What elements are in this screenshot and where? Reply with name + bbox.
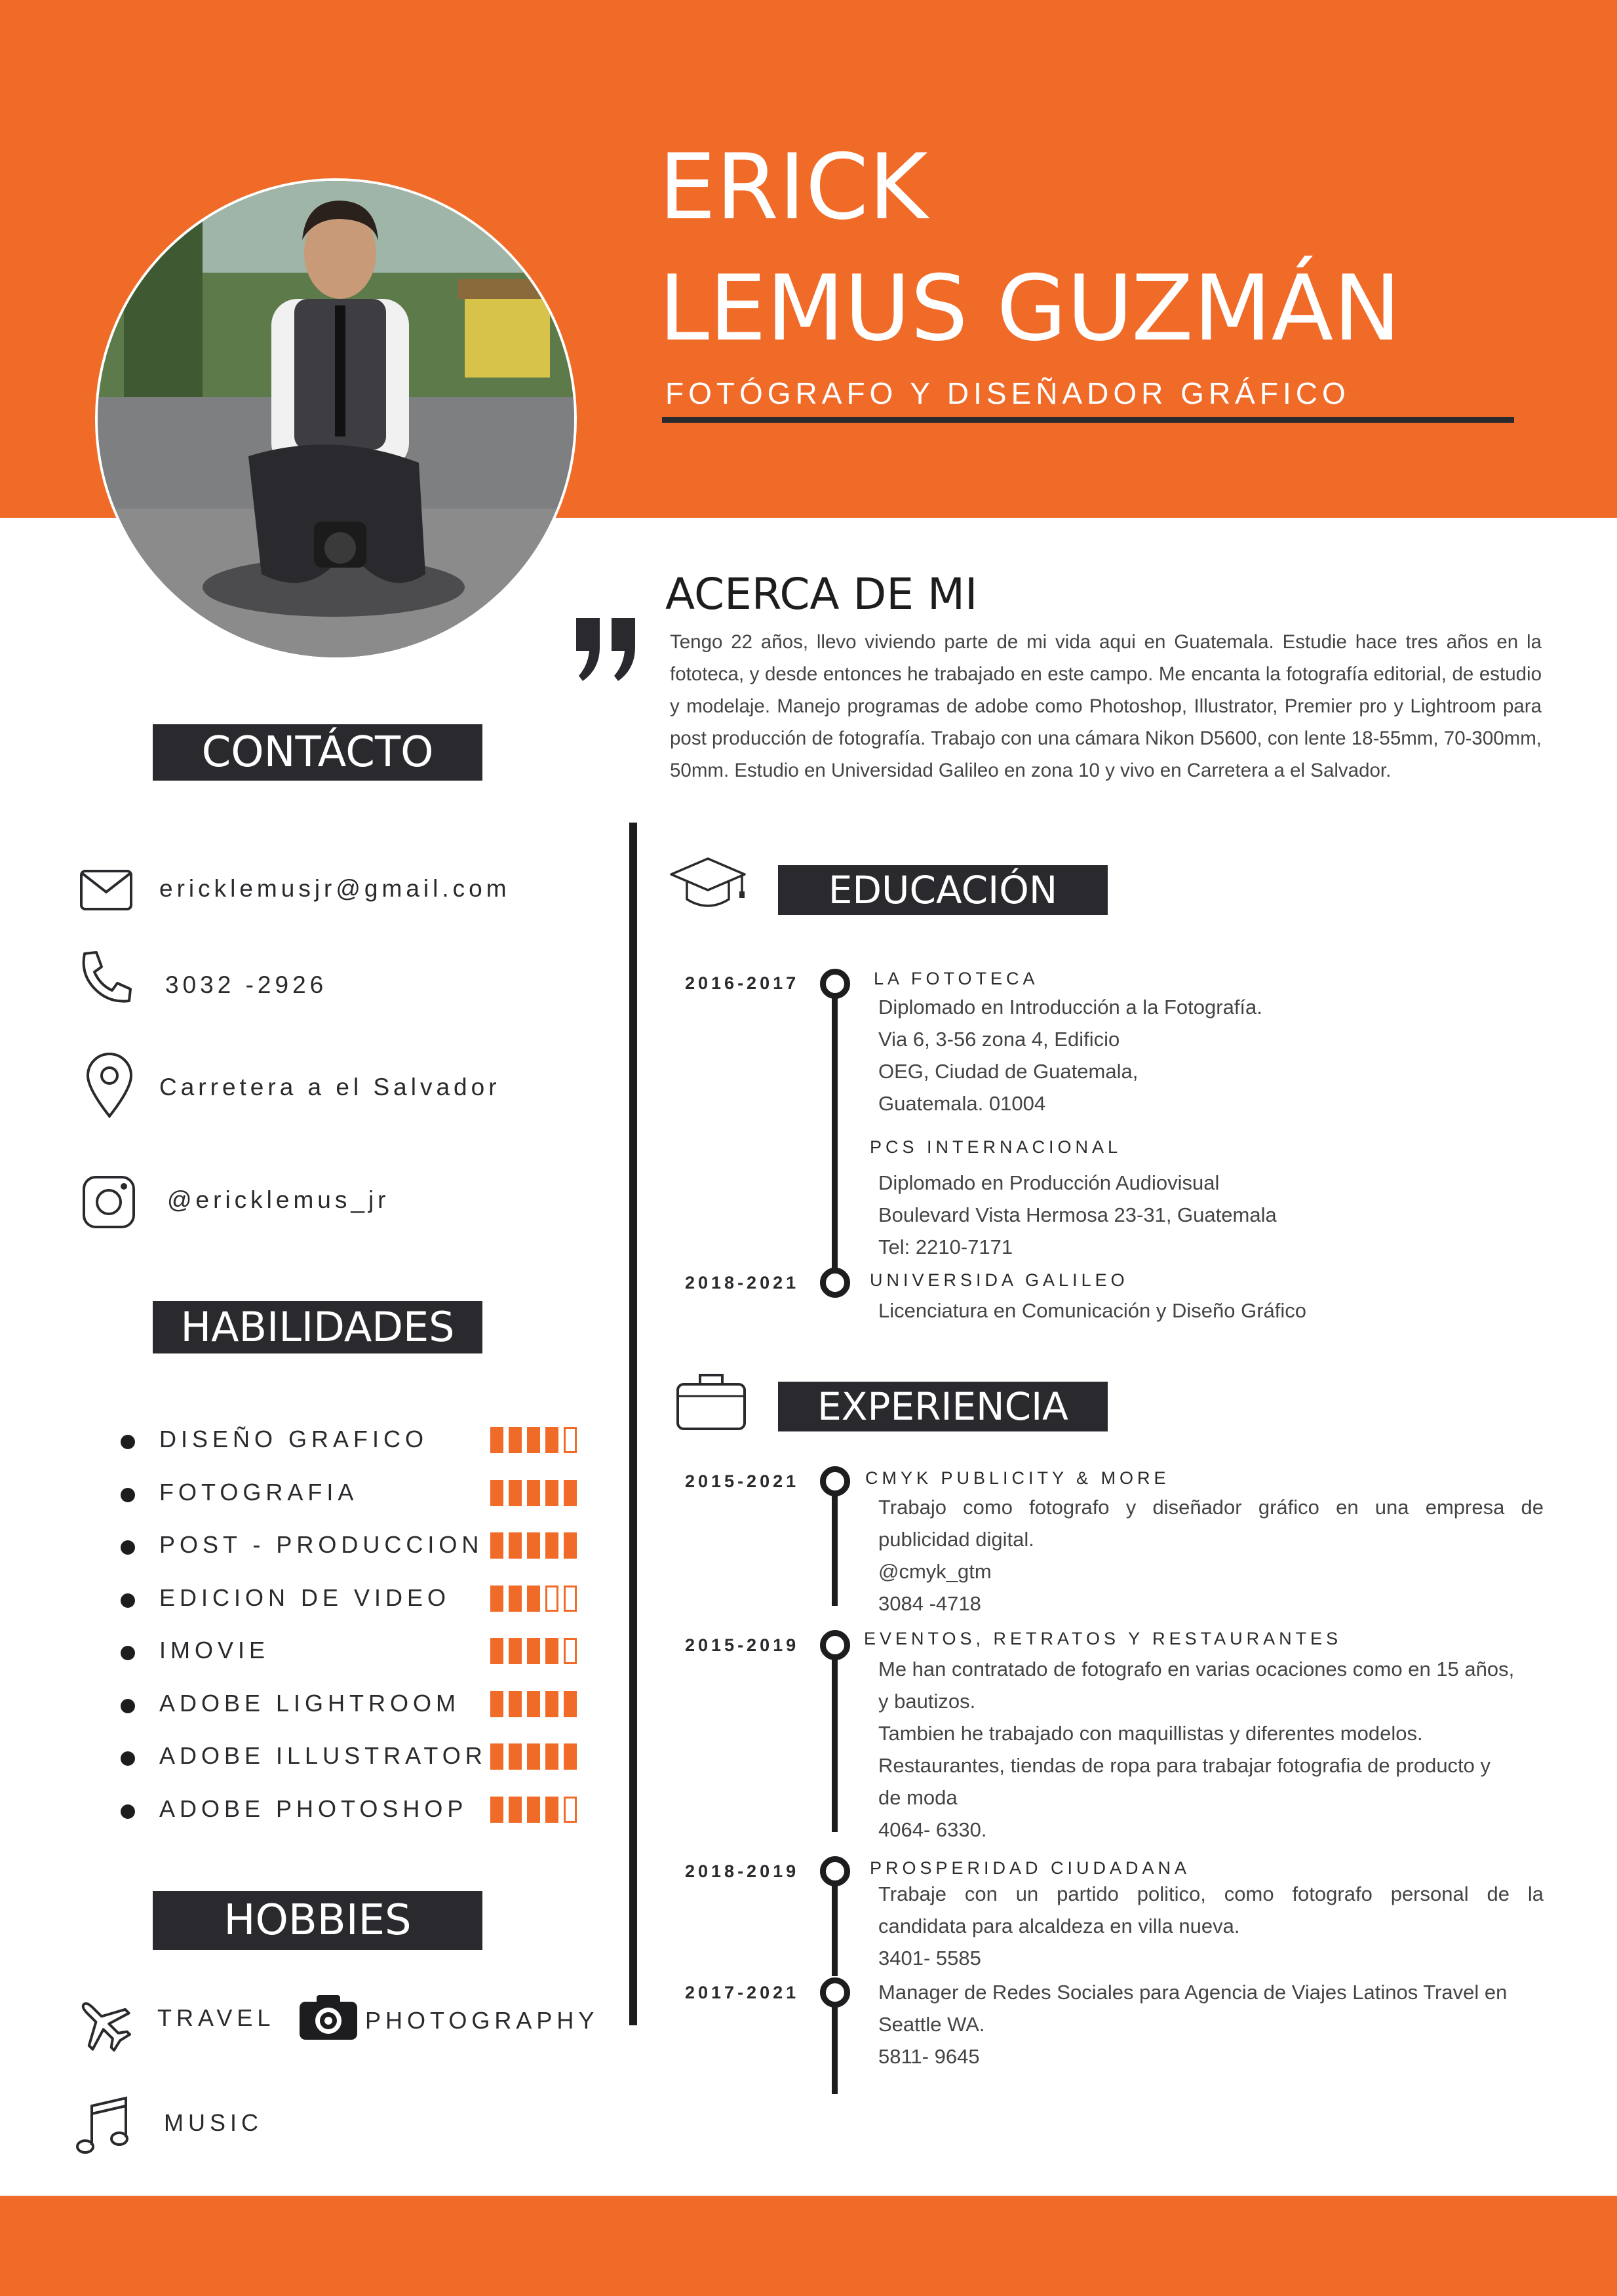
skill-segment-filled	[545, 1691, 558, 1717]
hobby-travel: TRAVEL	[157, 2004, 275, 2031]
skill-segment-filled	[527, 1691, 540, 1717]
skill-segment-filled	[545, 1743, 558, 1770]
about-text: Tengo 22 años, llevo viviendo parte de mi vida aqui en Guatemala. Estudie hace tres años en la fototeca, y desde entonces he trabajado en este campo. Me encanta la fotografía editorial, de estudio y modelaje. Manejo programas de adobe como Photoshop, Illustrator, Premier pro y Lightroom para post producción de fotografía. Trabajo con una cámara Nikon D5600, con lente 18-55mm, 70-300mm, 50mm. Estudio en Universidad Galileo en zona 10 y vivo en Carretera a el Salvador.	[670, 631, 1542, 781]
skill-segment-filled	[490, 1532, 503, 1559]
exp-company: EVENTOS, RETRATOS Y RESTAURANTES	[864, 1629, 1342, 1648]
skill-label: IMOVIE	[159, 1637, 270, 1664]
skill-segment-filled	[527, 1638, 540, 1664]
skill-segment-filled	[509, 1691, 522, 1717]
skill-segment-empty	[564, 1638, 577, 1664]
edu-institution: UNIVERSIDA GALILEO	[870, 1270, 1129, 1290]
skill-segment-filled	[527, 1532, 540, 1559]
quote-icon	[574, 613, 639, 685]
contact-email[interactable]: ericklemusjr@gmail.com	[159, 875, 511, 902]
exp-years: 2015-2019	[685, 1635, 800, 1655]
skill-segment-filled	[564, 1743, 577, 1770]
skill-segment-empty	[564, 1427, 577, 1453]
contact-address: Carretera a el Salvador	[159, 1074, 501, 1100]
skill-segment-empty	[564, 1586, 577, 1612]
hobbies-heading: HOBBIES	[153, 1891, 482, 1950]
experience-timeline-line	[832, 1645, 838, 1832]
skill-rating	[490, 1480, 577, 1506]
edu-years: 2018-2021	[685, 1273, 800, 1293]
skill-segment-filled	[509, 1638, 522, 1664]
profile-photo	[95, 178, 577, 660]
experience-timeline-line	[832, 1481, 838, 1606]
skill-segment-filled	[509, 1427, 522, 1453]
skill-segment-filled	[564, 1480, 577, 1506]
skill-rating	[490, 1691, 577, 1717]
skill-segment-filled	[545, 1638, 558, 1664]
skill-segment-filled	[527, 1427, 540, 1453]
education-heading: EDUCACIÓN	[778, 865, 1108, 915]
skill-label: POST - PRODUCCION	[159, 1531, 484, 1558]
skill-segment-empty	[545, 1586, 558, 1612]
edu-institution: LA FOTOTECA	[874, 969, 1039, 988]
experience-heading: EXPERIENCIA	[778, 1382, 1108, 1431]
skill-segment-filled	[490, 1743, 503, 1770]
skill-segment-filled	[527, 1797, 540, 1823]
envelope-icon	[77, 862, 136, 921]
skill-segment-filled	[527, 1480, 540, 1506]
experience-timeline-line	[832, 1993, 838, 2094]
skill-bullet	[121, 1699, 135, 1713]
exp-details: Manager de Redes Sociales para Agencia de Viajes Latinos Travel en Seattle WA. 5811- 9645	[878, 1981, 1508, 2068]
edu-years: 2016-2017	[685, 973, 800, 993]
skill-segment-empty	[564, 1797, 577, 1823]
skill-segment-filled	[490, 1427, 503, 1453]
name-last: LEMUS GUZMÁN	[659, 256, 1401, 361]
experience-timeline-line	[832, 1871, 838, 1976]
skill-segment-filled	[509, 1586, 522, 1612]
hobby-photography: PHOTOGRAPHY	[365, 2007, 599, 2034]
edu-details: Licenciatura en Comunicación y Diseño Gráfico	[878, 1299, 1307, 1322]
skill-bullet	[121, 1751, 135, 1766]
skill-rating	[490, 1427, 577, 1453]
airplane-icon	[72, 1993, 134, 2055]
timeline-node	[820, 1856, 850, 1886]
briefcase-icon	[675, 1370, 747, 1432]
timeline-node	[820, 1977, 850, 2008]
exp-company: PROSPERIDAD CIUDADANA	[870, 1858, 1191, 1878]
timeline-node	[820, 1268, 850, 1298]
skill-segment-filled	[490, 1480, 503, 1506]
skill-segment-filled	[490, 1797, 503, 1823]
skill-bullet	[121, 1804, 135, 1819]
skill-segment-filled	[490, 1586, 503, 1612]
skill-segment-filled	[545, 1427, 558, 1453]
location-pin-icon	[80, 1051, 139, 1110]
timeline-node	[820, 1466, 850, 1496]
skill-rating	[490, 1532, 577, 1559]
skill-label: DISEÑO GRAFICO	[159, 1426, 429, 1452]
skill-segment-filled	[564, 1532, 577, 1559]
skills-heading: HABILIDADES	[153, 1301, 482, 1353]
phone-icon	[75, 947, 134, 1006]
skill-rating	[490, 1797, 577, 1823]
skill-segment-filled	[490, 1691, 503, 1717]
skill-segment-filled	[509, 1797, 522, 1823]
skill-segment-filled	[545, 1480, 558, 1506]
graduation-cap-icon	[669, 852, 747, 918]
name-first: ERICK	[659, 134, 928, 240]
music-note-icon	[73, 2094, 132, 2160]
skill-segment-filled	[509, 1480, 522, 1506]
skill-segment-filled	[490, 1638, 503, 1664]
contact-heading: CONTÁCTO	[153, 724, 482, 781]
contact-phone[interactable]: 3032 -2926	[165, 971, 328, 998]
edu-details: Diplomado en Introducción a la Fotografía. Via 6, 3-56 zona 4, Edificio OEG, Ciudad de Guatemala, Guatemala. 01004	[878, 996, 1262, 1115]
skill-segment-filled	[564, 1691, 577, 1717]
skill-label: EDICION DE VIDEO	[159, 1584, 451, 1611]
exp-years: 2015-2021	[685, 1471, 800, 1491]
title-underline	[662, 417, 1514, 423]
skill-segment-filled	[545, 1797, 558, 1823]
skill-bullet	[121, 1593, 135, 1608]
about-title: ACERCA DE MI	[665, 569, 978, 619]
skill-bullet	[121, 1435, 135, 1449]
skill-label: ADOBE ILLUSTRATOR	[159, 1742, 487, 1769]
instagram-icon	[80, 1173, 139, 1232]
job-title: FOTÓGRAFO Y DISEÑADOR GRÁFICO	[665, 376, 1350, 410]
skill-label: ADOBE PHOTOSHOP	[159, 1795, 468, 1822]
edu-institution: PCS INTERNACIONAL	[870, 1137, 1122, 1157]
skill-label: ADOBE LIGHTROOM	[159, 1689, 461, 1717]
skill-bullet	[121, 1540, 135, 1555]
skill-bullet	[121, 1646, 135, 1660]
exp-details: Me han contratado de fotografo en varias ocaciones como en 15 años, y bautizos. Tambien he trabajado con maquillistas y diferentes modelos. Restaurantes, tiendas de ropa para trabajar fotografia de producto y de moda 4064- 6330.	[878, 1658, 1515, 1841]
timeline-node	[820, 969, 850, 999]
skill-rating	[490, 1638, 577, 1664]
column-divider	[629, 823, 637, 2025]
skill-rating	[490, 1743, 577, 1770]
footer-band	[0, 2196, 1617, 2296]
timeline-node	[820, 1630, 850, 1660]
exp-company: CMYK PUBLICITY & MORE	[865, 1468, 1170, 1488]
exp-details: Trabaje con un partido politico, como fotografo personal de la candidata para alcaldeza en villa nueva. 3401- 5585	[878, 1882, 1544, 1970]
camera-icon	[298, 1993, 359, 2042]
skill-segment-filled	[527, 1743, 540, 1770]
exp-years: 2017-2021	[685, 1983, 800, 2002]
education-timeline-line	[832, 981, 838, 1281]
contact-instagram[interactable]: @ericklemus_jr	[167, 1186, 390, 1213]
edu-details: Diplomado en Producción Audiovisual Boulevard Vista Hermosa 23-31, Guatemala Tel: 2210-7171	[878, 1171, 1277, 1258]
exp-years: 2018-2019	[685, 1861, 800, 1881]
skill-label: FOTOGRAFIA	[159, 1478, 359, 1506]
skill-segment-filled	[509, 1743, 522, 1770]
skill-segment-filled	[545, 1532, 558, 1559]
skill-segment-filled	[527, 1586, 540, 1612]
skill-segment-filled	[509, 1532, 522, 1559]
skill-rating	[490, 1586, 577, 1612]
skill-bullet	[121, 1488, 135, 1502]
hobby-music: MUSIC	[164, 2109, 263, 2136]
exp-details: Trabajo como fotografo y diseñador gráfico en una empresa de publicidad digital. @cmyk_gtm 3084 -4718	[878, 1496, 1544, 1615]
